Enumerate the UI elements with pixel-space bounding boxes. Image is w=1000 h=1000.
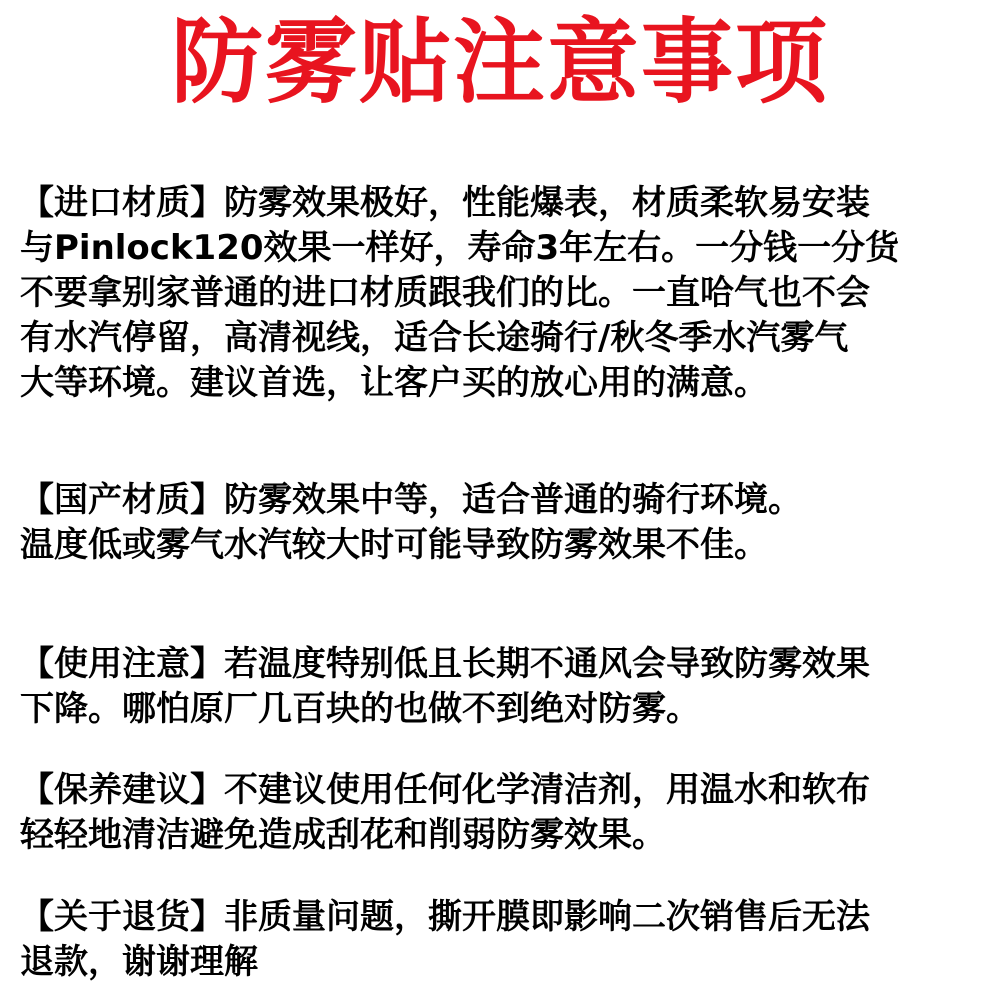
section-line: 【进口材质】防雾效果极好，性能爆表，材质柔软易安装: [20, 183, 870, 223]
section-line: 【使用注意】若温度特别低且长期不通风会导致防雾效果: [20, 644, 870, 684]
section-line: 下降。哪怕原厂几百块的也做不到绝对防雾。: [20, 689, 700, 729]
section-care-advice: [20, 768, 985, 858]
section-returns-policy: [20, 895, 985, 985]
section-line: 轻轻地清洁避免造成刮花和削弱防雾效果。: [20, 815, 666, 855]
section-line: 【国产材质】防雾效果中等，适合普通的骑行环境。: [20, 480, 802, 520]
section-line: 【关于退货】非质量问题，撕开膜即影响二次销售后无法: [20, 897, 870, 937]
section-line: 温度低或雾气水汽较大时可能导致防雾效果不佳。: [20, 525, 768, 565]
page-title: 防雾贴注意事项: [170, 9, 829, 116]
section-line: 【保养建议】不建议使用任何化学清洁剂，用温水和软布: [20, 770, 870, 810]
section-imported-material: [20, 181, 985, 406]
section-domestic-material: [20, 478, 985, 568]
section-usage-notes: [20, 642, 985, 732]
section-line: 不要拿别家普通的进口材质跟我们的比。一直哈气也不会: [20, 273, 870, 313]
section-line: 与Pinlock120效果一样好，寿命3年左右。一分钱一分货: [20, 228, 900, 268]
section-line: 有水汽停留，高清视线，适合长途骑行/秋冬季水汽雾气: [20, 318, 849, 358]
section-line: 大等环境。建议首选，让客户买的放心用的满意。: [20, 363, 768, 403]
section-line: 退款，谢谢理解: [20, 942, 258, 982]
